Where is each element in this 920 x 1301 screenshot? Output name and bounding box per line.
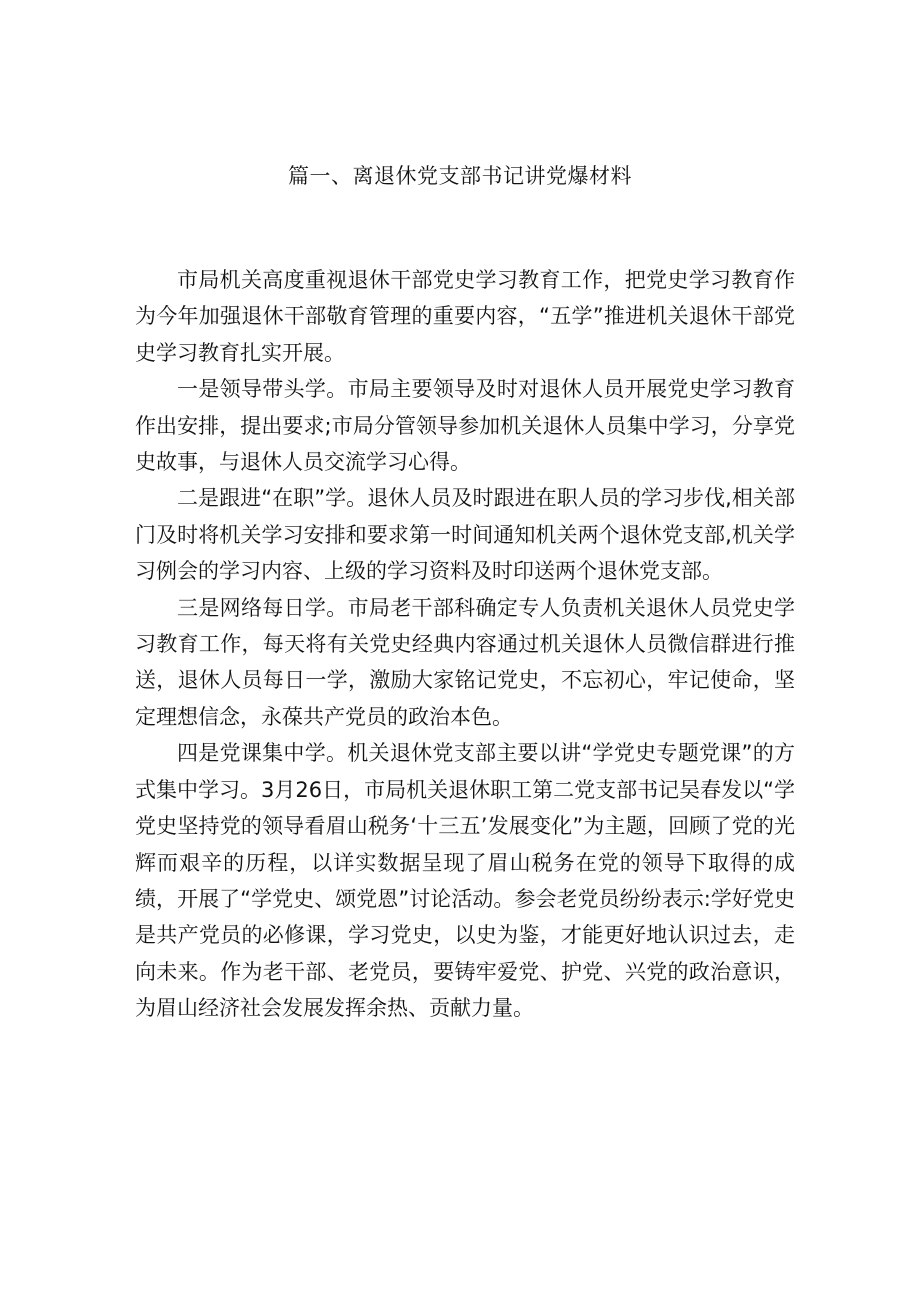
paragraph-leaders-study: 一是领导带头学。市局主要领导及时对退休人员开展党史学习教育作出安排，提出要求;市局分管领导参加机关退休人员集中学习，分享党史故事，与退休人员交流学习心得。: [135, 377, 795, 475]
paragraph-follow-study: 二是跟进“在职”学。退休人员及时跟进在职人员的学习步伐,相关部门及时将机关学习安排和要求第一时间通知机关两个退休党支部,机关学习例会的学习内容、上级的学习资料及时印送两个退休党支部。: [135, 486, 795, 584]
paragraph-party-lesson: 四是党课集中学。机关退休党支部主要以讲“学党史专题党课”的方式集中学习。3月26日，市局机关退休职工第二党支部书记吴春发以“学党史坚持党的领导看眉山税务‘十三五’发展变化”为主题，回顾了党的光辉而艰辛的历程，以详实数据呈现了眉山税务在党的领导下取得的成绩，开展了“学党史、颂党恩”讨论活动。参会老党员纷纷表示:学好党史是共产党员的必修课，学习党史，以史为鉴，才能更好地认识过去，走向未来。作为老干部、老党员，要铸牢爱党、护党、兴党的政治意识，为眉山经济社会发展发挥余热、贡献力量。: [135, 741, 795, 1021]
paragraph-online-study: 三是网络每日学。市局老干部科确定专人负责机关退休人员党史学习教育工作，每天将有关党史经典内容通过机关退休人员微信群进行推送，退休人员每日一学，激励大家铭记党史，不忘初心，牢记使命，坚定理想信念，永葆共产党员的政治本色。: [135, 595, 795, 729]
document-title: 篇一、离退休党支部书记讲党爆材料: [288, 164, 632, 188]
paragraph-intro: 市局机关高度重视退休干部党史学习教育工作，把党史学习教育作为今年加强退休干部敬育管理的重要内容，“五学”推进机关退休干部党史学习教育扎实开展。: [135, 268, 795, 365]
document-body: [135, 262, 795, 1027]
